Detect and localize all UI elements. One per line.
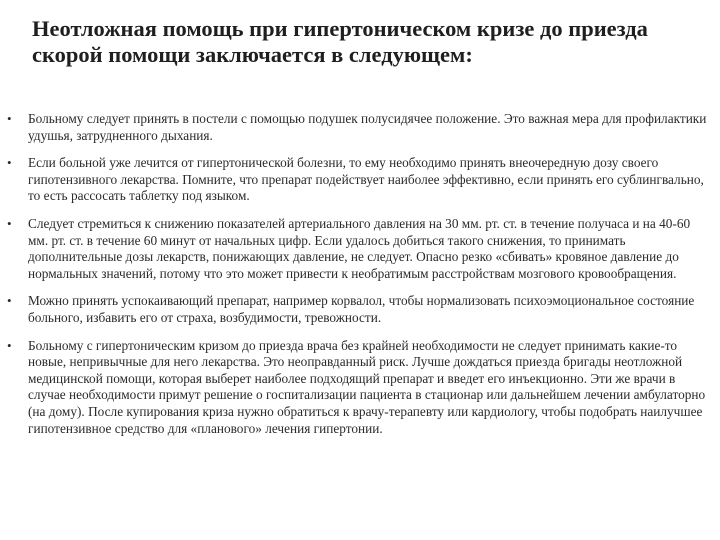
list-item-text: Следует стремиться к снижению показателей артериального давления на 30 мм. рт. ст. в течение получаса и на 40-60 мм. рт. ст. в течение 60 минут от начальных цифр. Если удалось добиться такого снижения, то принимать дополнительные дозы лекарств, понижающих давление, не следует. Опасно резко «сбивать» кровяное давление до нормальных значений, потому что это может привести к необратимым расстройствам мозгового кровообращения. <box>28 215 691 281</box>
list-item <box>6 216 712 282</box>
bullet-icon: • <box>7 155 12 171</box>
list-item <box>6 155 712 205</box>
bullet-icon: • <box>7 111 12 126</box>
list-item <box>6 111 712 144</box>
list-item <box>6 338 712 438</box>
slide-title: Неотложная помощь при гипертоническом кризе до приезда скорой помощи заключается в следующем: <box>32 16 648 67</box>
bullet-icon: • <box>7 215 12 231</box>
bullet-icon: • <box>7 293 12 309</box>
bullet-icon: • <box>7 337 12 353</box>
list-item-text: Больному следует принять в постели с помощью подушек полусидячее положение. Это важная мера для профилактики удушья, затрудненного дыхания. <box>28 111 707 143</box>
list-item-text: Больному с гипертоническим кризом до приезда врача без крайней необходимости не следует принимать какие-то новые, непривычные для него лекарства. Это неоправданный риск. Лучше дождаться приезда бригады неотложной медицинской помощи, которая выберет наиболее подходящий препарат и введет его инъекционно. Эти же врачи в случае необходимости примут решение о госпитализации пациента в стационар или дальнейшем лечении амбулаторно (на дому). После купирования криза нужно обратиться к врачу-терапевту или кардиологу, чтобы подобрать наилучшее гипотензивное средство для «планового» лечения гипертонии. <box>28 337 706 436</box>
list-item-text: Если больной уже лечится от гипертонической болезни, то ему необходимо принять внеочередную дозу своего гипотензивного лекарства. Помните, что препарат подействует наиболее эффективно, если принять его сублингвально, то есть рассосать таблетку под языком. <box>28 155 704 204</box>
list-item <box>6 293 712 326</box>
list-item-text: Можно принять успокаивающий препарат, например корвалол, чтобы нормализовать психоэмоциональное состояние больного, избавить его от страха, возбудимости, тревожности. <box>28 293 695 325</box>
bullet-list <box>6 111 712 448</box>
